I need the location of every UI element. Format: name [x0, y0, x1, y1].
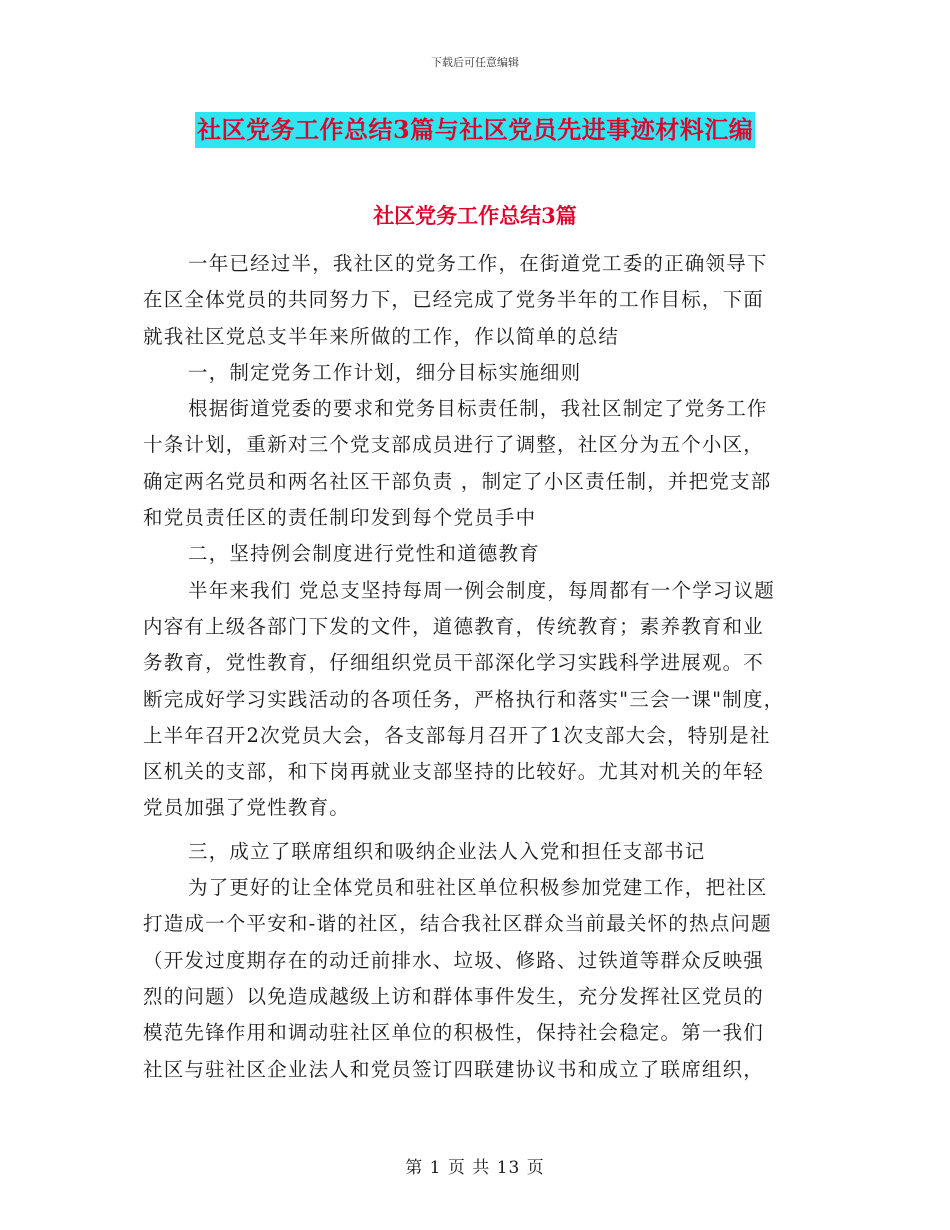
header-note: 下载后可任意编辑 [431, 56, 519, 69]
document-body [143, 246, 811, 1088]
page-number-footer: 第 1 页 共 13 页 [405, 1158, 545, 1178]
paragraph-line: 断完成好学习实践活动的各项任务，严格执行和落实"三会一课"制度， [143, 687, 785, 711]
paragraph-line: 根据街道党委的要求和党务目标责任制，我社区制定了党务工作 [188, 397, 768, 421]
paragraph-line: 烈的问题）以免造成越级上访和群体事件发生，充分发挥社区党员的 [143, 984, 765, 1008]
paragraph-line: （开发过度期存在的动迁前排水、垃圾、修路、过铁道等群众反映强 [143, 948, 765, 972]
paragraph-line: 十条计划，重新对三个党支部成员进行了调整，社区分为五个小区， [143, 433, 765, 457]
paragraph-line: 模范先锋作用和调动驻社区单位的积极性，保持社会稳定。第一我们 [143, 1021, 765, 1045]
paragraph-line: 内容有上级各部门下发的文件，道德教育，传统教育；素养教育和业 [143, 614, 765, 638]
paragraph-line: 党员加强了党性教育。 [143, 796, 351, 820]
paragraph-line: 确定两名党员和两名社区干部负责 ，制定了小区责任制，并把党支部 [143, 469, 772, 493]
paragraph-line: 打造成一个平安和-谐的社区，结合我社区群众当前最关怀的热点问题 [143, 912, 772, 936]
heading-line: 一，制定党务工作计划，细分目标实施细则 [188, 360, 582, 384]
paragraph-line: 和党员责任区的责任制印发到每个党员手中 [143, 506, 537, 530]
paragraph-line: 半年来我们 党总支坚持每周一例会制度，每周都有一个学习议题 [188, 578, 775, 602]
paragraph-line: 就我社区党总支半年来所做的工作，作以简单的总结 [143, 324, 620, 348]
paragraph-line: 务教育，党性教育，仔细组织党员干部深化学习实践科学进展观。不 [143, 651, 765, 675]
section-title: 社区党务工作总结3篇 [373, 203, 577, 228]
heading-line: 三，成立了联席组织和吸纳企业法人入党和担任支部书记 [188, 839, 706, 863]
paragraph-line: 区机关的支部，和下岗再就业支部坚持的比较好。尤其对机关的年轻 [143, 760, 765, 784]
document-main-title: 社区党务工作总结3篇与社区党员先进事迹材料汇编 [195, 112, 755, 148]
paragraph-line: 上半年召开2次党员大会，各支部每月召开了1次支部大会，特别是社 [143, 723, 771, 747]
paragraph-line: 社区与驻社区企业法人和党员签订四联建协议书和成立了联席组织， [143, 1057, 765, 1081]
heading-line: 二，坚持例会制度进行党性和道德教育 [188, 542, 540, 566]
paragraph-line: 为了更好的让全体党员和驻社区单位积极参加党建工作，把社区 [188, 876, 768, 900]
paragraph-line: 在区全体党员的共同努力下，已经完成了党务半年的工作目标，下面 [143, 288, 765, 312]
paragraph-line: 一年已经过半，我社区的党务工作，在街道党工委的正确领导下 [188, 252, 768, 275]
